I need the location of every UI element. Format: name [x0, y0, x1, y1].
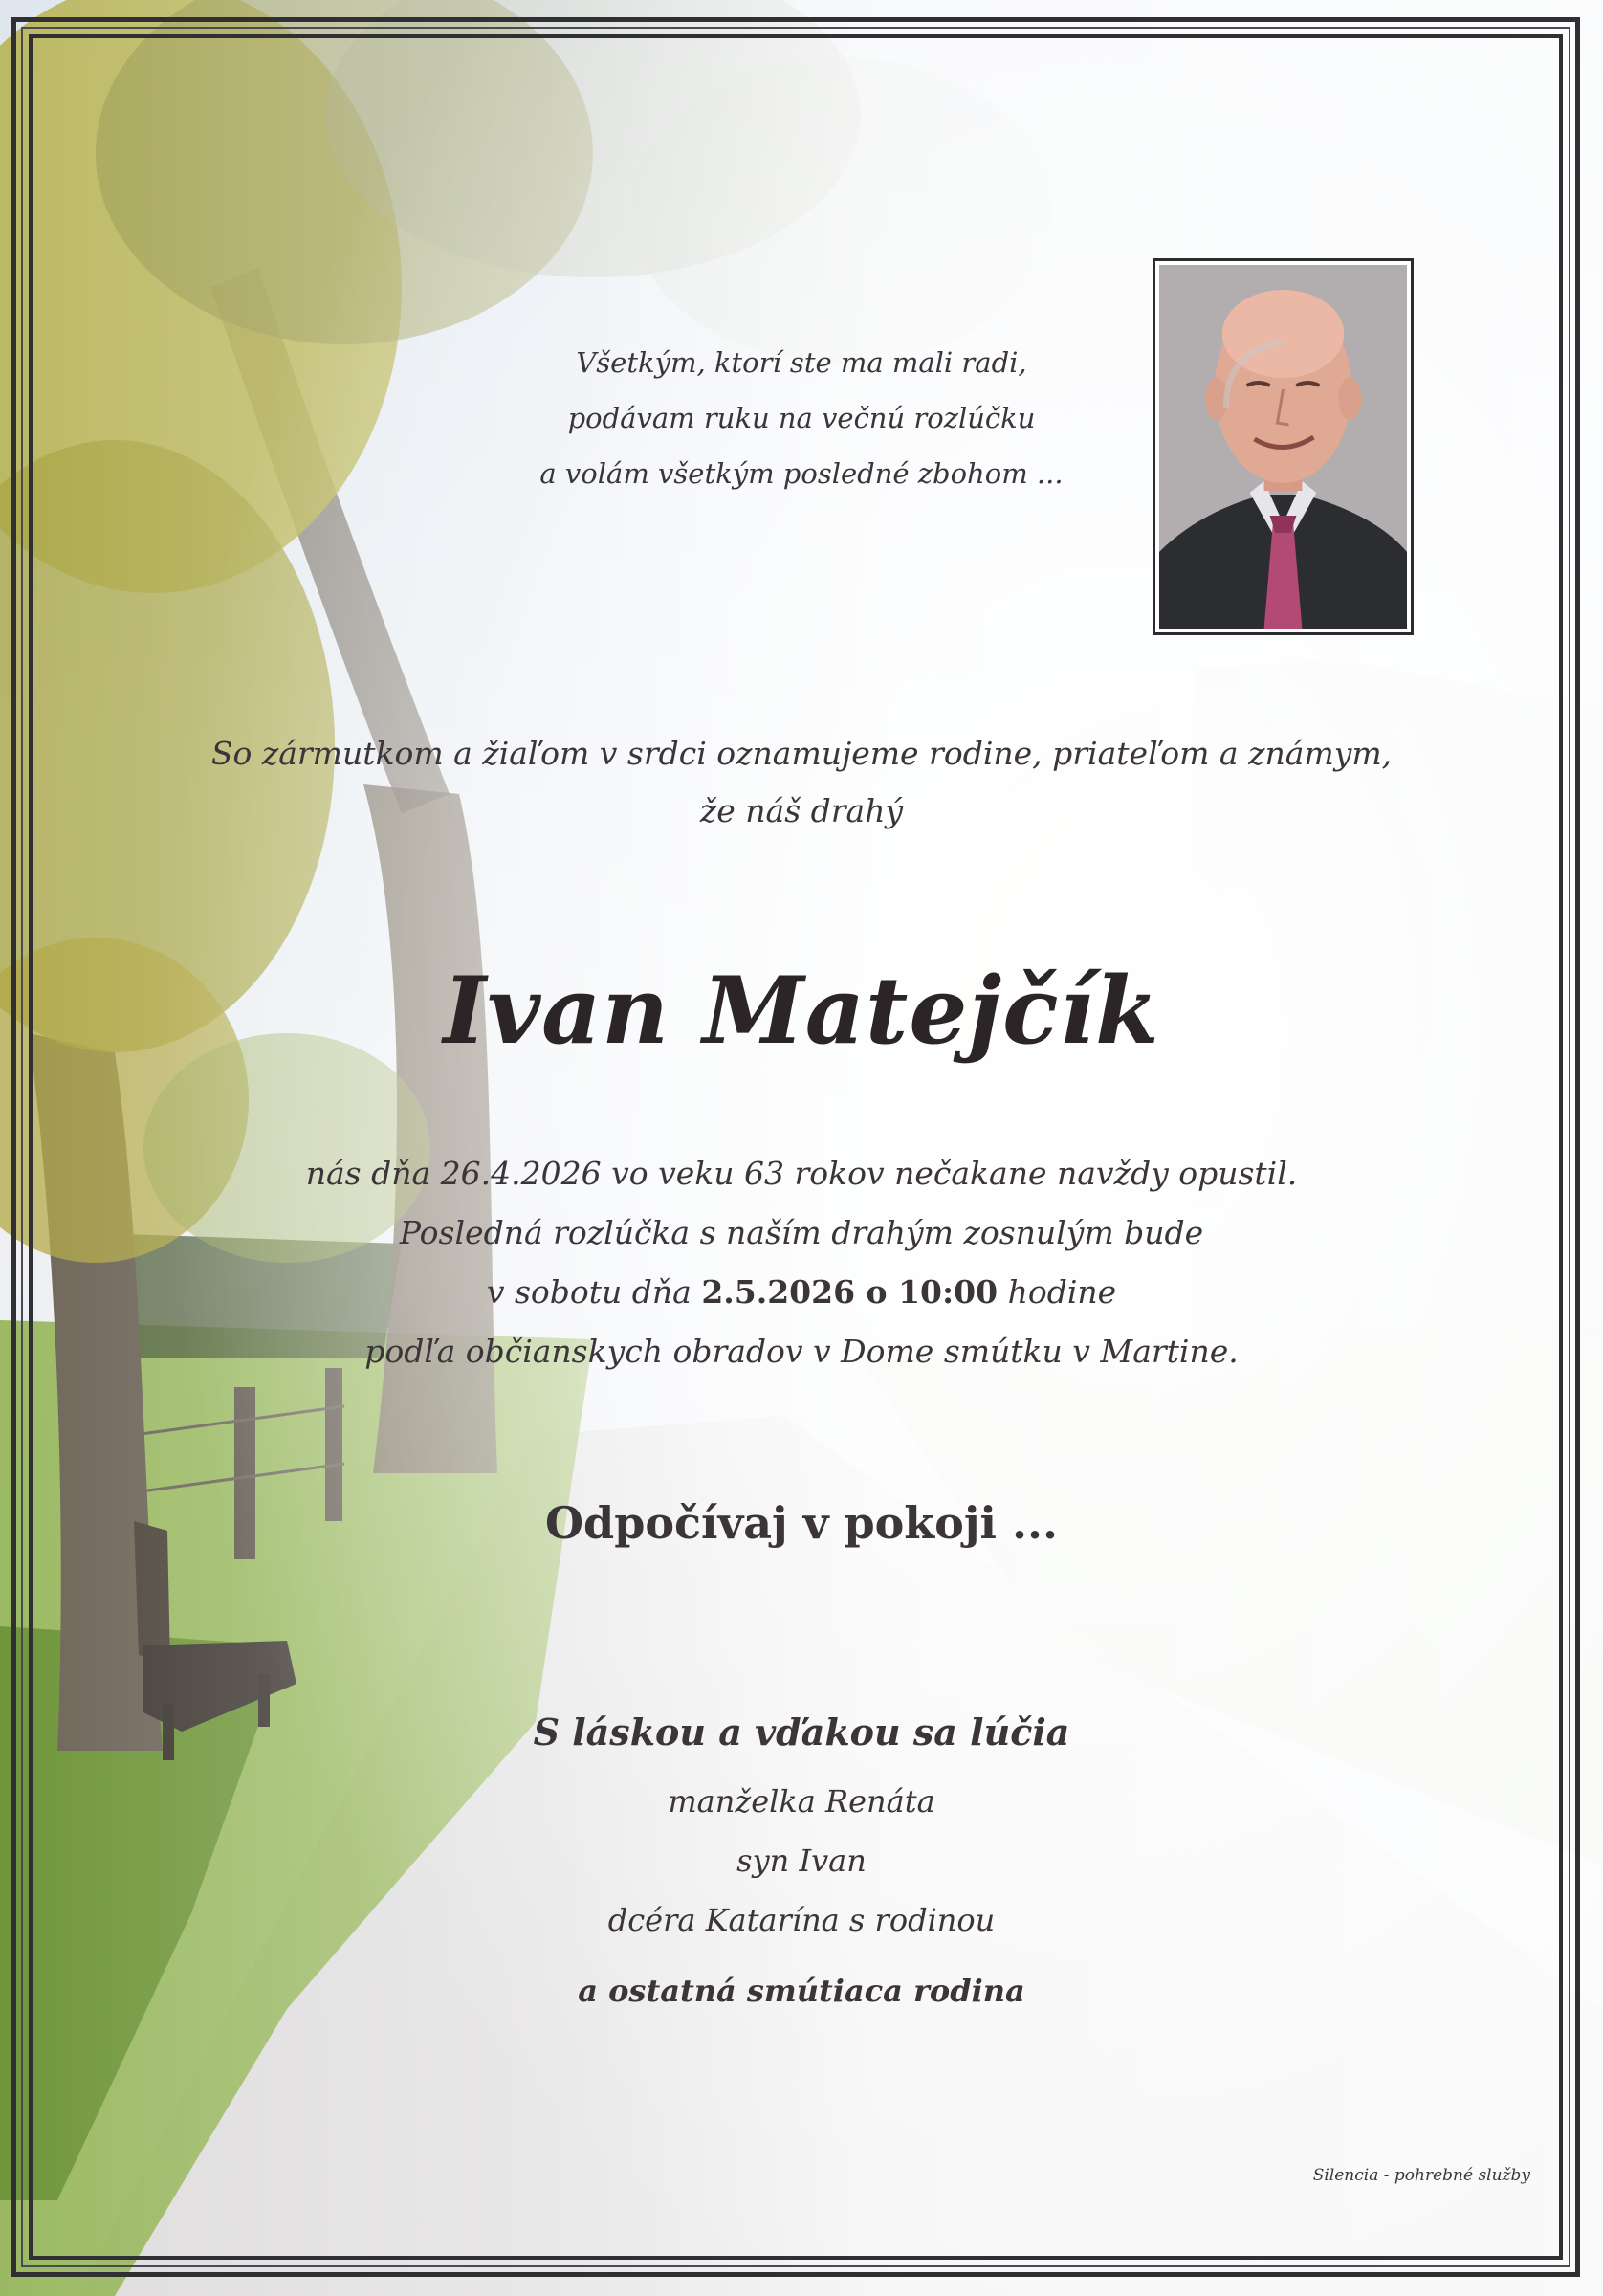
details-text: v sobotu dňa [486, 1273, 702, 1311]
family-member: manželka Renáta [668, 1783, 935, 1820]
family-heading: S láskou a vďakou sa lúčia [533, 1711, 1070, 1754]
opening-verse [0, 335, 1603, 501]
funeral-date: 2.5.2026 [701, 1273, 856, 1311]
announcement-line: že náš drahý [699, 792, 904, 829]
details-text: o [855, 1273, 899, 1311]
verse-line: podávam ruku na večnú rozlúčku [567, 402, 1036, 434]
family-member: dcéra Katarína s rodinou [607, 1902, 996, 1938]
details-text: hodine [998, 1273, 1117, 1311]
announcement [0, 725, 1603, 840]
family-members [0, 1772, 1603, 1950]
details-line: Posledná rozlúčka s naším drahým zosnulým bude [399, 1214, 1204, 1251]
funeral-details [0, 1144, 1603, 1381]
details-line: nás dňa 26.4.2026 vo veku 63 rokov nečakane navždy opustil. [305, 1155, 1298, 1192]
deceased-name: Ivan Matejčík [443, 957, 1160, 1065]
family-member: syn Ivan [736, 1843, 867, 1879]
rest-in-peace: Odpočívaj v pokoji ... [544, 1497, 1059, 1549]
details-line: podľa občianskych obradov v Dome smútku v Martine. [364, 1333, 1239, 1370]
details-line-date [0, 1263, 1603, 1322]
verse-line: Všetkým, ktorí ste ma mali radi, [576, 346, 1027, 379]
verse-line: a volám všetkým posledné zbohom ... [539, 457, 1064, 490]
funeral-service-credit: Silencia - pohrebné služby [1312, 2166, 1530, 2185]
family-closing: a ostatná smútiaca rodina [578, 1973, 1025, 2009]
funeral-time: 10:00 [898, 1273, 999, 1311]
announcement-line: So zármutkom a žiaľom v srdci oznamujeme rodine, priateľom a známym, [210, 735, 1393, 772]
